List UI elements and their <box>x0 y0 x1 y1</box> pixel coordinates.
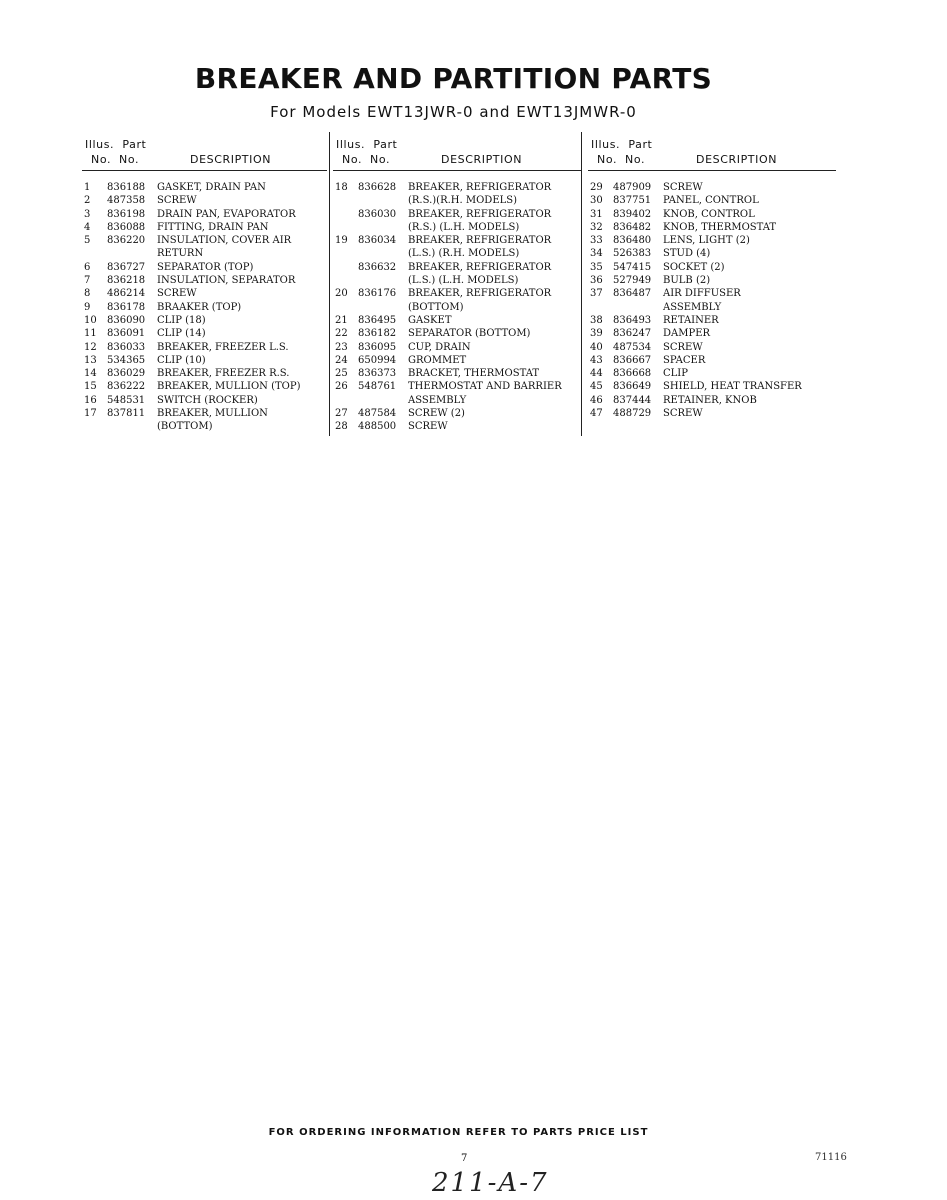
part-number: 488500 <box>358 421 397 433</box>
part-description: GROMMET <box>408 354 467 366</box>
illus-number: 32 <box>590 221 603 233</box>
part-number: 488729 <box>613 408 652 420</box>
part-number: 836030 <box>358 208 397 220</box>
illus-number: 29 <box>590 182 603 193</box>
illus-number: 36 <box>590 275 603 287</box>
page-subtitle: For Models EWT13JWR-0 and EWT13JMWR-0 <box>270 103 637 121</box>
part-description: SCREW <box>663 182 703 193</box>
illus-number: 46 <box>590 394 603 406</box>
parts-row <box>588 394 836 407</box>
part-number: 487534 <box>613 341 652 353</box>
parts-row <box>333 221 581 234</box>
part-number: 836218 <box>107 275 146 287</box>
part-description: SWITCH (ROCKER) <box>157 394 258 406</box>
part-description: CLIP (14) <box>157 328 206 340</box>
parts-row <box>82 287 327 300</box>
parts-row <box>588 181 836 194</box>
part-description: BREAKER, REFRIGERATOR <box>408 288 552 300</box>
part-description: SCREW <box>157 195 197 207</box>
parts-row <box>588 274 836 287</box>
part-description: SCREW <box>157 288 197 300</box>
part-description: DAMPER <box>663 328 711 340</box>
part-description: (R.S.) (L.H. MODELS) <box>408 221 520 233</box>
illus-number: 20 <box>335 288 348 300</box>
part-description: SPACER <box>663 354 706 366</box>
part-description: (L.S.) (L.H. MODELS) <box>408 275 519 287</box>
part-description: (L.S.) (R.H. MODELS) <box>408 248 520 260</box>
part-no-header: No. <box>625 153 646 166</box>
parts-row <box>82 261 327 274</box>
part-number: 836247 <box>613 328 652 340</box>
illus-no-header: No. <box>91 153 112 166</box>
parts-row <box>588 261 836 274</box>
part-description: LENS, LIGHT (2) <box>663 235 750 247</box>
illus-no-header: No. <box>597 153 618 166</box>
part-description: BRAAKER (TOP) <box>157 301 242 313</box>
part-description: (BOTTOM) <box>157 421 213 433</box>
part-description: BREAKER, MULLION (TOP) <box>157 381 301 393</box>
part-number: 836182 <box>358 328 397 340</box>
part-number: 534365 <box>107 354 146 366</box>
parts-row <box>588 194 836 207</box>
part-description: GASKET <box>408 314 452 326</box>
illus-number: 37 <box>590 288 603 300</box>
part-number: 836495 <box>358 314 397 326</box>
parts-row <box>82 407 327 420</box>
illus-number: 24 <box>335 354 348 366</box>
illus-number: 3 <box>84 208 91 220</box>
parts-row <box>588 327 836 340</box>
part-description: CLIP (10) <box>157 354 206 366</box>
part-description: BREAKER, REFRIGERATOR <box>408 235 552 247</box>
parts-row <box>82 247 327 260</box>
part-description: ASSEMBLY <box>663 301 722 313</box>
parts-row <box>333 367 581 380</box>
part-description: SCREW (2) <box>408 408 465 420</box>
part-number: 837811 <box>107 408 146 420</box>
part-description: KNOB, THERMOSTAT <box>663 221 777 233</box>
part-number: 836029 <box>107 368 146 380</box>
column-divider <box>581 132 582 436</box>
description-header: DESCRIPTION <box>190 153 272 166</box>
part-label: Part <box>122 138 147 151</box>
part-description: DRAIN PAN, EVAPORATOR <box>157 208 296 220</box>
page-number: 7 <box>461 1153 468 1164</box>
part-description: SEPARATOR (TOP) <box>157 261 254 273</box>
parts-row <box>333 380 581 393</box>
part-description: CLIP (18) <box>157 314 206 326</box>
illus-number: 14 <box>84 368 97 380</box>
part-number: 836649 <box>613 381 652 393</box>
part-number: 548761 <box>358 381 397 393</box>
illus-part-header <box>336 138 397 151</box>
part-description: SCREW <box>663 341 703 353</box>
illus-number: 18 <box>335 182 348 193</box>
part-description: BREAKER, MULLION <box>157 408 268 420</box>
illus-number: 12 <box>84 341 97 353</box>
illus-number: 33 <box>590 235 603 247</box>
illus-number: 10 <box>84 314 97 326</box>
illus-label: Illus. <box>85 138 115 151</box>
part-number: 650994 <box>358 354 397 366</box>
part-number: 836727 <box>107 261 146 273</box>
parts-row <box>588 221 836 234</box>
parts-row <box>333 354 581 367</box>
parts-row <box>588 354 836 367</box>
illus-number: 4 <box>84 221 91 233</box>
illus-part-header <box>591 138 652 151</box>
part-number: 836667 <box>613 354 652 366</box>
part-description: KNOB, CONTROL <box>663 208 755 220</box>
part-description: CLIP <box>663 368 688 380</box>
illus-number: 34 <box>590 248 603 260</box>
part-number: 836628 <box>358 182 397 193</box>
page-title: BREAKER AND PARTITION PARTS <box>194 62 713 95</box>
parts-row <box>82 181 327 194</box>
part-label: Part <box>628 138 653 151</box>
parts-row <box>588 380 836 393</box>
parts-row <box>82 367 327 380</box>
illus-number: 21 <box>335 314 348 326</box>
part-description: CUP, DRAIN <box>408 341 471 353</box>
parts-row <box>333 247 581 260</box>
illus-number: 47 <box>590 408 603 420</box>
illus-number: 2 <box>84 195 91 207</box>
illus-part-header <box>85 138 146 151</box>
part-description: GASKET, DRAIN PAN <box>157 182 266 193</box>
part-number: 836188 <box>107 182 146 193</box>
illus-label: Illus. <box>591 138 621 151</box>
illus-number: 6 <box>84 261 91 273</box>
illus-number: 28 <box>335 421 348 433</box>
parts-row <box>333 314 581 327</box>
part-description: RETAINER <box>663 314 719 326</box>
part-description: BREAKER, FREEZER R.S. <box>157 368 290 380</box>
part-description: AIR DIFFUSER <box>663 288 741 300</box>
illus-number: 26 <box>335 381 348 393</box>
parts-row <box>82 341 327 354</box>
parts-row <box>588 208 836 221</box>
part-number: 836095 <box>358 341 397 353</box>
part-number: 486214 <box>107 288 146 300</box>
part-description: (R.S.)(R.H. MODELS) <box>408 195 518 207</box>
illus-number: 27 <box>335 408 348 420</box>
part-number: 836220 <box>107 235 146 247</box>
parts-row <box>82 420 327 433</box>
column-header <box>333 138 581 171</box>
parts-row <box>333 327 581 340</box>
parts-row <box>588 301 836 314</box>
part-number: 836178 <box>107 301 146 313</box>
parts-row <box>333 261 581 274</box>
part-number: 837444 <box>613 394 652 406</box>
part-number: 836373 <box>358 368 397 380</box>
part-description: FITTING, DRAIN PAN <box>157 221 269 233</box>
column-header <box>588 138 836 171</box>
part-description: RETAINER, KNOB <box>663 394 757 406</box>
part-description: BREAKER, REFRIGERATOR <box>408 182 552 193</box>
parts-column-3 <box>588 138 836 420</box>
illus-number: 39 <box>590 328 603 340</box>
parts-row <box>333 208 581 221</box>
part-description: STUD (4) <box>663 248 711 260</box>
illus-number: 44 <box>590 368 603 380</box>
illus-number: 19 <box>335 235 348 247</box>
part-number: 548531 <box>107 394 146 406</box>
part-description: BULB (2) <box>663 275 711 287</box>
illus-number: 7 <box>84 275 91 287</box>
illus-label: Illus. <box>336 138 366 151</box>
illus-no-header: No. <box>342 153 363 166</box>
parts-row <box>333 234 581 247</box>
illus-number: 11 <box>84 328 97 340</box>
illus-number: 16 <box>84 394 97 406</box>
parts-list <box>82 181 327 434</box>
part-number: 836198 <box>107 208 146 220</box>
part-no-header: No. <box>370 153 391 166</box>
illus-number: 25 <box>335 368 348 380</box>
parts-column-2 <box>333 138 581 434</box>
illus-number: 13 <box>84 354 97 366</box>
parts-row <box>333 274 581 287</box>
parts-row <box>333 420 581 433</box>
parts-row <box>333 407 581 420</box>
parts-list <box>588 181 836 420</box>
parts-row <box>82 208 327 221</box>
parts-row <box>82 234 327 247</box>
illus-number: 43 <box>590 354 603 366</box>
part-number: 837751 <box>613 195 652 207</box>
part-number: 836033 <box>107 341 146 353</box>
part-description: ASSEMBLY <box>408 394 467 406</box>
parts-row <box>82 301 327 314</box>
illus-number: 30 <box>590 195 603 207</box>
illus-number: 38 <box>590 314 603 326</box>
part-description: INSULATION, COVER AIR <box>157 235 292 247</box>
part-description: SOCKET (2) <box>663 261 725 273</box>
part-number: 487358 <box>107 195 146 207</box>
part-number: 836668 <box>613 368 652 380</box>
column-divider <box>329 132 330 436</box>
part-number: 836091 <box>107 328 146 340</box>
illus-number: 9 <box>84 301 91 313</box>
part-number: 836222 <box>107 381 146 393</box>
part-number: 547415 <box>613 261 652 273</box>
part-number: 526383 <box>613 248 652 260</box>
parts-row <box>588 314 836 327</box>
column-header <box>82 138 327 171</box>
part-number: 836482 <box>613 221 652 233</box>
parts-row <box>333 341 581 354</box>
illus-number: 45 <box>590 381 603 393</box>
illus-number: 31 <box>590 208 603 220</box>
part-number: 487909 <box>613 182 652 193</box>
part-description: SEPARATOR (BOTTOM) <box>408 328 531 340</box>
part-number: 836034 <box>358 235 397 247</box>
part-no-header: No. <box>119 153 140 166</box>
parts-row <box>82 380 327 393</box>
parts-column-1 <box>82 138 327 434</box>
part-description: BREAKER, REFRIGERATOR <box>408 208 552 220</box>
part-number: 836487 <box>613 288 652 300</box>
part-label: Part <box>373 138 398 151</box>
part-description: THERMOSTAT AND BARRIER <box>408 381 562 393</box>
illus-number: 40 <box>590 341 603 353</box>
part-number: 836480 <box>613 235 652 247</box>
parts-row <box>82 194 327 207</box>
parts-row <box>588 367 836 380</box>
part-number: 836090 <box>107 314 146 326</box>
parts-row <box>82 394 327 407</box>
description-header: DESCRIPTION <box>696 153 778 166</box>
part-description: INSULATION, SEPARATOR <box>157 275 296 287</box>
handwritten-note: 211-A-7 <box>432 1168 549 1198</box>
part-description: BRACKET, THERMOSTAT <box>408 368 540 380</box>
part-number: 487584 <box>358 408 397 420</box>
parts-row <box>333 181 581 194</box>
parts-row <box>82 274 327 287</box>
part-number: 839402 <box>613 208 652 220</box>
illus-number: 35 <box>590 261 603 273</box>
illus-number: 5 <box>84 235 91 247</box>
parts-row <box>333 394 581 407</box>
parts-row <box>82 354 327 367</box>
part-description: SCREW <box>408 421 448 433</box>
parts-row <box>588 407 836 420</box>
illus-number: 8 <box>84 288 91 300</box>
part-number: 836493 <box>613 314 652 326</box>
part-number: 527949 <box>613 275 652 287</box>
parts-row <box>333 287 581 300</box>
part-number: 836176 <box>358 288 397 300</box>
parts-list <box>333 181 581 434</box>
part-description: SCREW <box>663 408 703 420</box>
parts-row <box>82 327 327 340</box>
part-description: BREAKER, FREEZER L.S. <box>157 341 289 353</box>
parts-row <box>333 301 581 314</box>
illus-number: 22 <box>335 328 348 340</box>
part-number: 836088 <box>107 221 146 233</box>
description-header: DESCRIPTION <box>441 153 523 166</box>
parts-row <box>588 341 836 354</box>
illus-number: 23 <box>335 341 348 353</box>
illus-number: 17 <box>84 408 97 420</box>
part-description: (BOTTOM) <box>408 301 464 313</box>
part-description: BREAKER, REFRIGERATOR <box>408 261 552 273</box>
parts-row <box>82 221 327 234</box>
parts-row <box>333 194 581 207</box>
parts-row <box>588 247 836 260</box>
part-description: RETURN <box>157 248 204 260</box>
ordering-footer: FOR ORDERING INFORMATION REFER TO PARTS PRICE LIST <box>268 1127 649 1138</box>
parts-row <box>588 287 836 300</box>
illus-number: 15 <box>84 381 97 393</box>
corner-code: 71116 <box>815 1152 847 1163</box>
parts-row <box>82 314 327 327</box>
parts-row <box>588 234 836 247</box>
part-description: SHIELD, HEAT TRANSFER <box>663 381 802 393</box>
illus-number: 1 <box>84 182 91 193</box>
part-number: 836632 <box>358 261 397 273</box>
part-description: PANEL, CONTROL <box>663 195 759 207</box>
